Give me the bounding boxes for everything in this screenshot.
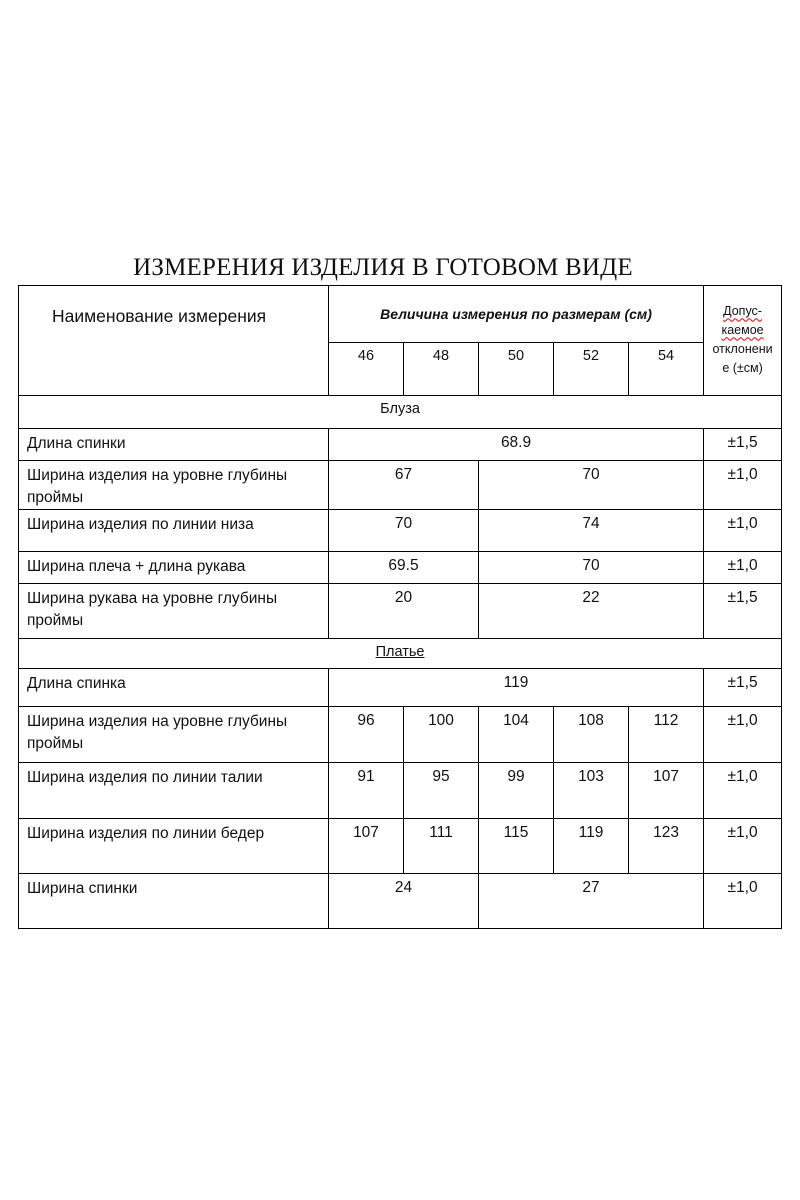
table-row: [19, 461, 782, 510]
tolerance-value: ±1,5: [704, 584, 782, 639]
tolerance-value: ±1,5: [704, 429, 782, 461]
table-row: [19, 584, 782, 639]
value-cell: 107: [629, 763, 704, 819]
section-row: [19, 396, 782, 429]
table-row: [19, 669, 782, 707]
value-group-a: 70: [329, 510, 479, 552]
value-cell: 104: [479, 707, 554, 763]
header-tolerance: [704, 286, 782, 396]
row-name: Ширина рукава на уровне глубины проймы: [19, 584, 329, 639]
header-values: Величина измерения по размерам (см): [329, 286, 704, 343]
row-name: Ширина изделия по линии талии: [19, 763, 329, 819]
size-48: 48: [404, 343, 479, 396]
table-row: [19, 552, 782, 584]
table-row: [19, 874, 782, 929]
row-name: Ширина изделия по линии низа: [19, 510, 329, 552]
value-cell: 115: [479, 819, 554, 874]
page-title: ИЗМЕРЕНИЯ ИЗДЕЛИЯ В ГОТОВОМ ВИДЕ: [133, 254, 633, 281]
tolerance-value: ±1,0: [704, 874, 782, 929]
value-cell: 123: [629, 819, 704, 874]
value-cell: 100: [404, 707, 479, 763]
value-cell: 103: [554, 763, 629, 819]
value-all: 68.9: [329, 429, 704, 461]
value-cell: 99: [479, 763, 554, 819]
value-cell: 107: [329, 819, 404, 874]
tolerance-value: ±1,0: [704, 552, 782, 584]
tolerance-value: ±1,5: [704, 669, 782, 707]
value-cell: 108: [554, 707, 629, 763]
table-row: [19, 763, 782, 819]
size-46: 46: [329, 343, 404, 396]
row-name: Длина спинки: [19, 429, 329, 461]
section-blouse: [19, 396, 782, 429]
value-all: 119: [329, 669, 704, 707]
value-group-b: 70: [479, 461, 704, 510]
value-group-a: 20: [329, 584, 479, 639]
tolerance-value: ±1,0: [704, 763, 782, 819]
value-group-b: 22: [479, 584, 704, 639]
value-group-a: 69.5: [329, 552, 479, 584]
value-group-b: 70: [479, 552, 704, 584]
value-cell: 111: [404, 819, 479, 874]
section-row: [19, 639, 782, 669]
value-group-b: 27: [479, 874, 704, 929]
tolerance-line-2: каемое: [721, 323, 764, 337]
row-name: Ширина плеча + длина рукава: [19, 552, 329, 584]
value-cell: 91: [329, 763, 404, 819]
table-row: [19, 819, 782, 874]
value-cell: 95: [404, 763, 479, 819]
header-row: [19, 286, 782, 343]
value-cell: 96: [329, 707, 404, 763]
value-group-a: 67: [329, 461, 479, 510]
tolerance-line-4: е (±см): [722, 361, 763, 375]
section-blouse-title: Блуза: [380, 401, 420, 417]
tolerance-value: ±1,0: [704, 461, 782, 510]
header-name: Наименование измерения: [19, 286, 329, 396]
table-row: [19, 510, 782, 552]
tolerance-line-1: Допус-: [723, 304, 762, 318]
table-row: [19, 429, 782, 461]
tolerance-line-3: отклонени: [712, 342, 773, 356]
value-group-b: 74: [479, 510, 704, 552]
section-dress: [19, 639, 782, 669]
tolerance-value: ±1,0: [704, 707, 782, 763]
tolerance-value: ±1,0: [704, 819, 782, 874]
row-name: Ширина изделия на уровне глубины проймы: [19, 461, 329, 510]
size-54: 54: [629, 343, 704, 396]
value-group-a: 24: [329, 874, 479, 929]
measurements-table: [18, 285, 782, 929]
tolerance-value: ±1,0: [704, 510, 782, 552]
row-name: Ширина спинки: [19, 874, 329, 929]
value-cell: 112: [629, 707, 704, 763]
row-name: Ширина изделия на уровне глубины проймы: [19, 707, 329, 763]
value-cell: 119: [554, 819, 629, 874]
section-dress-title: Платье: [375, 644, 425, 660]
row-name: Длина спинка: [19, 669, 329, 707]
size-50: 50: [479, 343, 554, 396]
row-name: Ширина изделия по линии бедер: [19, 819, 329, 874]
size-52: 52: [554, 343, 629, 396]
table-row: [19, 707, 782, 763]
